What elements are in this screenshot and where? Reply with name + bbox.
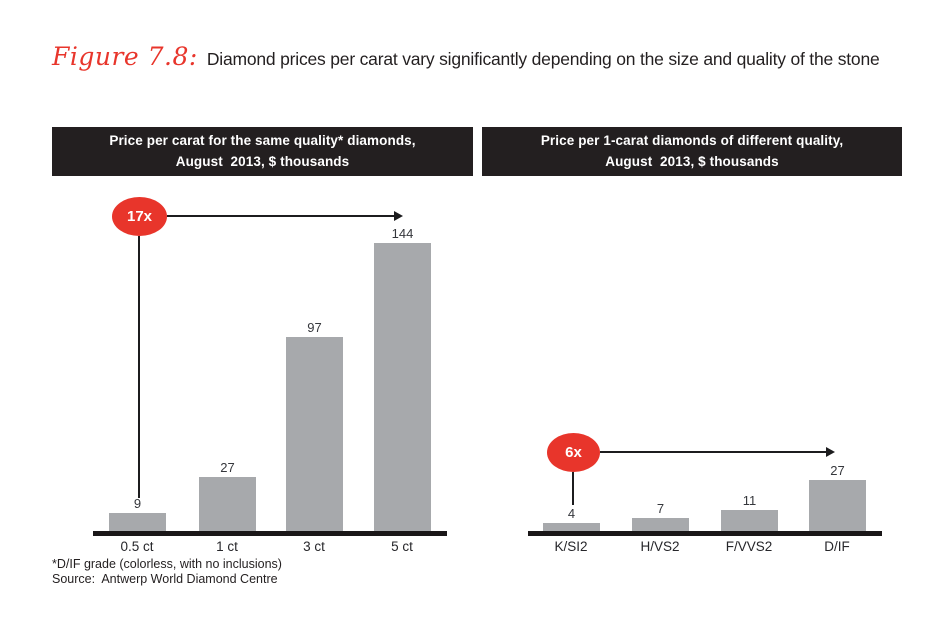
footnotes <box>52 557 282 587</box>
multiplier-badge-label: 17x <box>126 208 153 225</box>
chart-header-title: Price per 1-carat diamonds of different quality, <box>540 133 844 149</box>
x-axis-line <box>93 531 447 536</box>
bar <box>632 518 689 531</box>
plot-area <box>52 176 473 531</box>
bar-group <box>721 494 778 531</box>
x-axis-line <box>528 531 882 536</box>
x-tick-label: F/VVS2 <box>725 539 773 554</box>
bar-group <box>809 464 866 531</box>
bar <box>109 513 166 531</box>
chart-price-by-quality <box>482 127 902 559</box>
bar-value-label: 4 <box>567 506 576 522</box>
chart-header-subtitle: August 2013, $ thousands <box>175 153 350 169</box>
bar-value-label: 7 <box>656 500 665 516</box>
bar-group <box>286 321 343 531</box>
chart-header <box>482 127 902 176</box>
figure-title <box>52 42 880 71</box>
bar <box>286 337 343 531</box>
bar-value-label: 9 <box>133 496 142 511</box>
bar-group <box>632 502 689 531</box>
bar <box>374 243 431 531</box>
bar-group <box>199 461 256 531</box>
bar <box>543 523 600 531</box>
bar <box>199 477 256 531</box>
bar-group <box>109 497 166 531</box>
x-tick-label: K/SI2 <box>554 539 588 554</box>
chart-price-by-size <box>52 127 473 559</box>
bar-value-label: 97 <box>307 320 322 335</box>
x-tick-label: 1 ct <box>216 539 238 554</box>
chart-header <box>52 127 473 176</box>
chart-header-title: Price per carat for the same quality* diamonds, <box>109 133 416 149</box>
chart-header-subtitle: August 2013, $ thousands <box>605 153 779 169</box>
multiplier-badge <box>112 197 167 236</box>
bar-value-label: 144 <box>391 226 414 241</box>
plot-area <box>482 176 902 531</box>
x-tick-label: H/VS2 <box>640 539 680 554</box>
footnote-source: Source: Antwerp World Diamond Centre <box>52 572 278 586</box>
x-tick-label: 5 ct <box>391 539 413 554</box>
bar-value-label: 11 <box>742 493 757 509</box>
x-tick-label: D/IF <box>824 539 850 554</box>
footnote-grade: *D/IF grade (colorless, with no inclusions) <box>52 557 282 571</box>
multiplier-badge <box>547 433 600 472</box>
multiplier-badge-label: 6x <box>565 444 582 461</box>
bar-group <box>374 227 431 531</box>
figure-title-text: Diamond prices per carat vary significantly depending on the size and quality of the stone <box>206 49 880 69</box>
bar-value-label: 27 <box>220 460 235 475</box>
bar-value-label: 27 <box>830 462 845 478</box>
figure-number-label: Figure 7.8: <box>52 42 198 71</box>
bar-group <box>543 507 600 531</box>
x-tick-label: 3 ct <box>303 539 325 554</box>
x-tick-label: 0.5 ct <box>120 539 154 554</box>
bar <box>809 480 866 531</box>
bar <box>721 510 778 531</box>
